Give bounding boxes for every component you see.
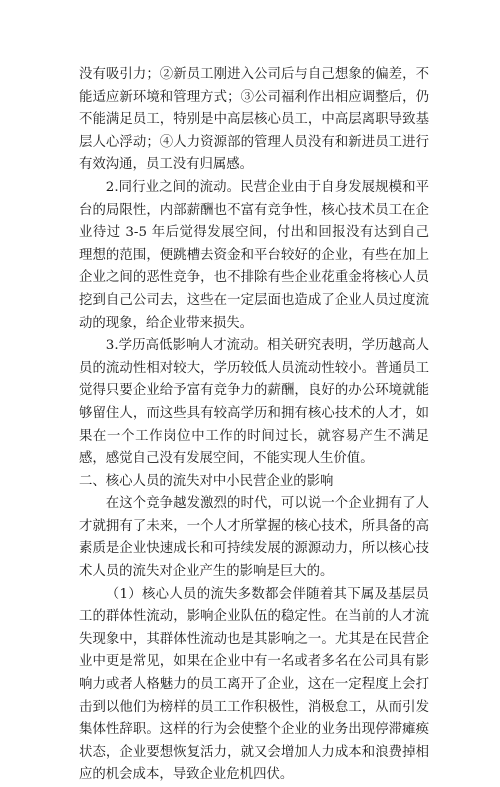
paragraph-peer-industry-mobility: 2.同行业之间的流动。民营企业由于自身发展规模和平台的局限性，内部薪酬也不富有竞争性，核心技术员工在企业待过 3-5 年后觉得发展空间，付出和回报没有达到自己理想的范围，便跳槽去资金和平台较好的企业，有些在加上企业之间的恶性竞争，也不排除有些企业花重金将核心人员挖到自己公司去，这些在一定层面也造成了企业人员过度流动的现象，给企业带来损失。	[79, 179, 429, 331]
paragraph-continued: 没有吸引力；②新员工刚进入公司后与自己想象的偏差，不能适应新环境和管理方式；③公司福利作出相应调整后，仍不能满足员工，特别是中高层核心员工，中高层离职导致基层人心浮动；④人力资源部的管理人员没有和新进员工进行有效沟通，员工没有归属感。	[79, 67, 429, 173]
paragraph-talent-importance: 在这个竞争越发激烈的时代，可以说一个企业拥有了人才就拥有了未来，一个人才所掌握的核心技术，所具备的高素质是企业快速成长和可持续发展的源源动力，所以核心技术人员的流失对企业产生的影响是巨大的。	[79, 496, 429, 580]
section-heading: 二、核心人员的流失对中小民营企业的影响	[79, 473, 334, 489]
paragraph-group-turnover: （1）核心人员的流失多数都会伴随着其下属及基层员工的群体性流动，影响企业队伍的稳定性。在当前的人才流失现象中，其群体性流动也是其影响之一。尤其是在民营企业中更是常见，如果在企业中有一名或者多名在公司具有影响力或者人格魅力的员工离开了企业，这在一定程度上会打击到以他们为榜样的员工工作积极性，消极怠工，从而引发集体性辞职。这样的行为会使整个企业的业务出现停滞瘫痪状态，企业要想恢复活力，就又会增加人力成本和浪费掉相应的机会成本，导致企业危机四伏。	[79, 586, 429, 783]
document-body	[79, 64, 429, 787]
paragraph-education-mobility: 3.学历高低影响人才流动。相关研究表明，学历越高人员的流动性相对较大，学历较低人员流动性较小。普通员工觉得只要企业给予富有竞争力的薪酬，良好的办公环境就能够留住人，而这些具有较高学历和拥有核心技术的人才，如果在一个工作岗位中工作的时间过长，就容易产生不满足感，感觉自己没有发展空间，不能实现人生价值。	[79, 338, 429, 467]
